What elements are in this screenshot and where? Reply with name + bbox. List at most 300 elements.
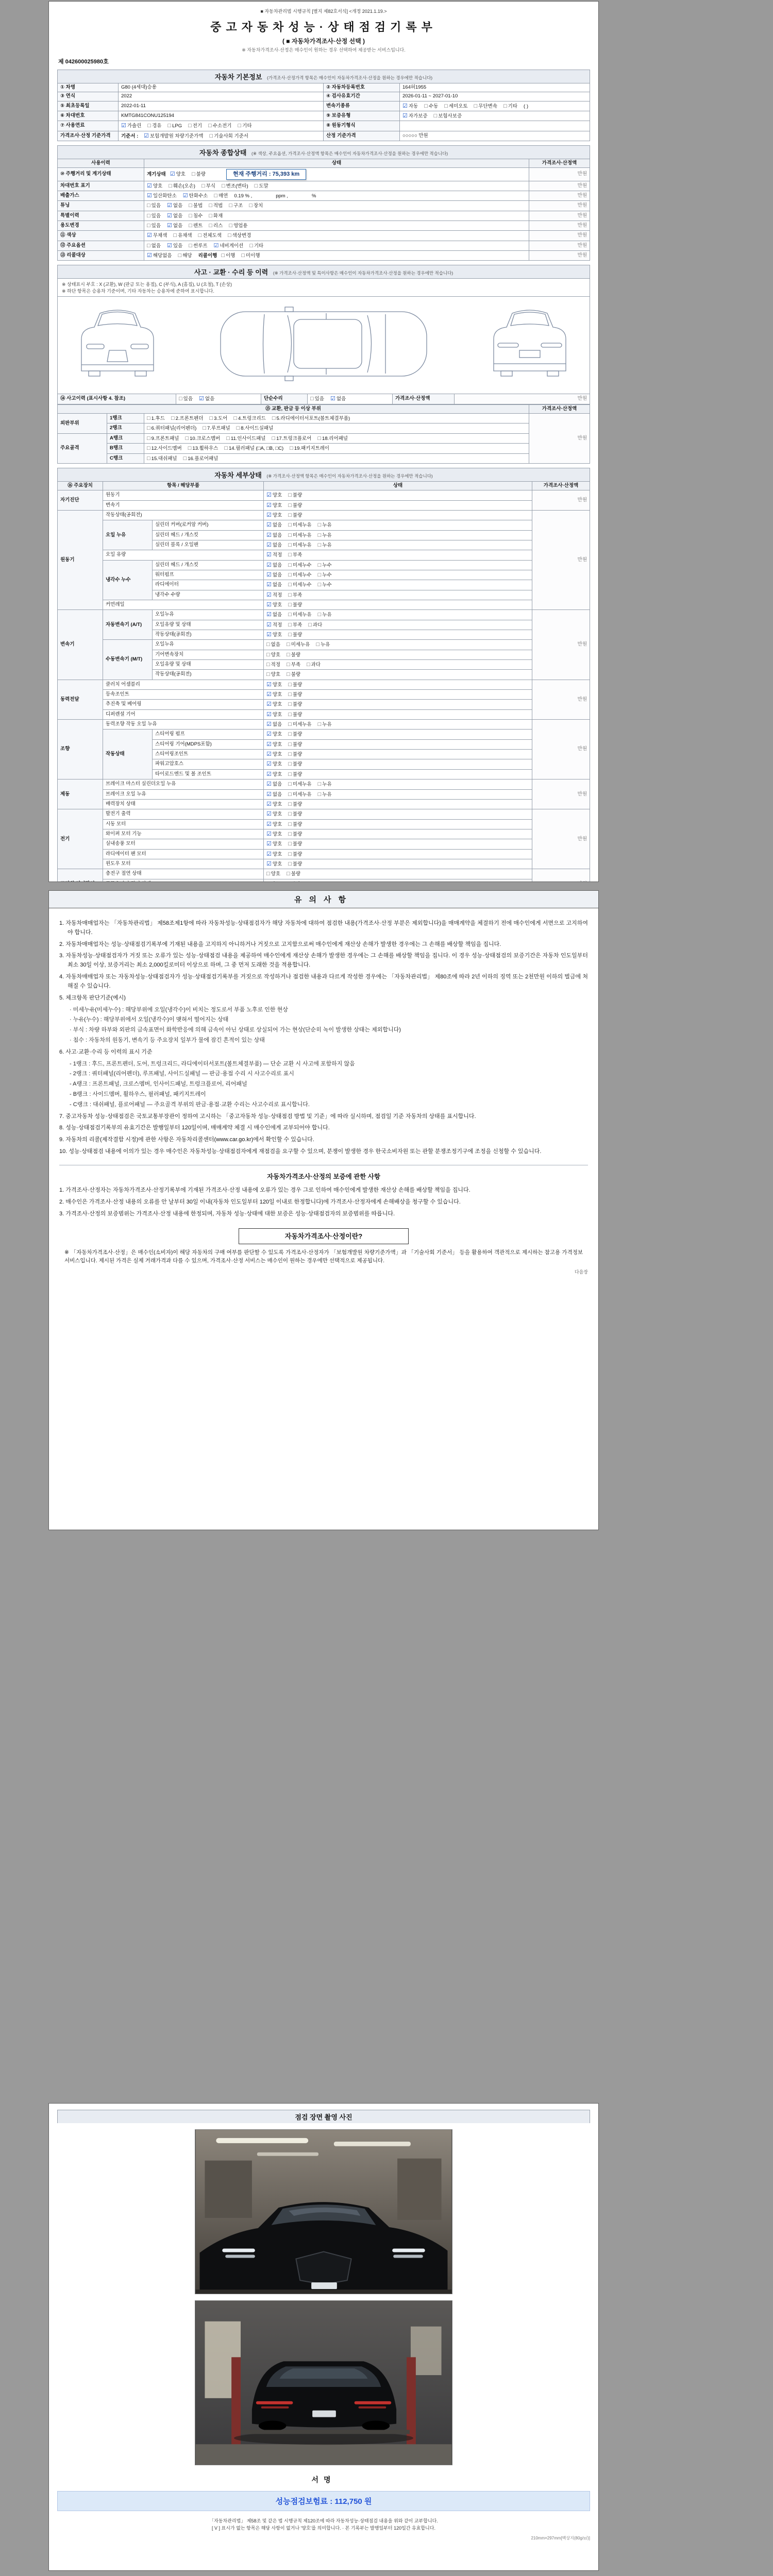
option-label: 누수 (322, 582, 332, 588)
option-label: 리스 (213, 223, 223, 229)
unchecked-checkbox-icon: □ (266, 662, 270, 668)
unchecked-checkbox-icon: □ (290, 445, 293, 452)
part-label: 워터펌프 (153, 570, 264, 580)
page-subtitle: ( ■ 자동차가격조사·산정 선택 ) (282, 38, 365, 45)
price-cell: 만원 (529, 168, 590, 181)
checked-checkbox-icon: ☑ (266, 541, 272, 548)
checkbox-option[interactable] (288, 631, 302, 638)
checkbox-option[interactable] (310, 395, 324, 402)
state-cell (264, 709, 532, 719)
checkbox-option[interactable] (444, 103, 467, 110)
checkbox-option[interactable] (288, 492, 302, 499)
state-cell (264, 600, 532, 609)
checkbox-option[interactable] (288, 541, 311, 549)
checkbox-option[interactable] (203, 425, 230, 432)
unchecked-checkbox-icon: □ (229, 223, 232, 229)
option-label: 미세누유 (292, 791, 312, 798)
checkbox-option[interactable] (266, 651, 280, 658)
checked-checkbox-icon: ☑ (266, 860, 272, 867)
field-label: ③ 연식 (58, 92, 119, 101)
checkbox-option[interactable] (318, 562, 332, 569)
option-label: 도말 (259, 183, 268, 189)
checkbox-option[interactable] (318, 521, 332, 529)
checkbox-option[interactable] (266, 840, 282, 848)
option-label: 미세누수 (292, 562, 312, 568)
checkbox-option[interactable] (288, 521, 311, 529)
checkbox-option[interactable] (318, 541, 332, 549)
checkbox-option[interactable] (229, 222, 247, 229)
checkbox-option[interactable] (288, 751, 302, 758)
grille (296, 2252, 351, 2285)
unchecked-checkbox-icon: □ (266, 651, 270, 658)
option-label: 불량 (292, 602, 303, 608)
checkbox-option[interactable] (287, 651, 300, 658)
option-label: 양호 (272, 632, 282, 638)
unchecked-checkbox-icon: □ (179, 396, 182, 402)
option-label: 누유 (322, 522, 332, 529)
checkbox-option[interactable] (209, 202, 223, 209)
checkbox-option[interactable] (167, 202, 182, 209)
option-label: 있음 (173, 243, 183, 249)
checkbox-option[interactable] (288, 551, 302, 558)
checkbox-option[interactable] (318, 571, 332, 579)
option-label: 유채색 (178, 233, 192, 239)
checkbox-option[interactable] (266, 681, 282, 688)
checkbox-option[interactable] (147, 212, 161, 219)
state-cell (144, 211, 529, 221)
guarantee-item: 2. 매수인은 가격조사·산정 내용의 오류를 안 날부터 30일 이내(자동차 인도일부터 120일 이내로 한정합니다)에 가격조사·산정자에게 손해배상을 청구할 수 있습니다. (59, 1198, 461, 1205)
checkbox-option[interactable] (287, 880, 300, 882)
checkbox-option[interactable] (209, 132, 248, 140)
checkbox-option[interactable] (147, 455, 177, 462)
option-label: 무단변속 (478, 103, 497, 109)
state-cell (264, 720, 532, 730)
emission-value: % (312, 193, 316, 199)
option-label: 적정 (272, 592, 282, 598)
checkbox-option[interactable] (288, 810, 302, 818)
checkbox-option[interactable] (201, 182, 215, 190)
checkbox-option[interactable] (183, 455, 219, 462)
checkbox-option[interactable] (288, 860, 302, 868)
checkbox-option[interactable] (169, 182, 195, 190)
checkbox-option[interactable] (266, 512, 282, 519)
option-label: 없음 (272, 522, 282, 529)
unchecked-checkbox-icon: □ (288, 841, 292, 848)
notice-sub-item: - B랭크 : 사이드멤버, 휠하우스, 필러패널, 패키지트레이 (70, 1091, 206, 1097)
license-plate (312, 2411, 336, 2417)
checkbox-option[interactable] (209, 222, 223, 229)
sub-group-label: 오일 누유 (103, 520, 153, 550)
checked-checkbox-icon: ☑ (147, 182, 152, 189)
checkbox-option[interactable] (266, 880, 280, 882)
notice-sub-item: - 1랭크 : 후드, 프론트펜더, 도어, 트렁크리드, 라디에이터서포트(볼트체결부품) — 단순 교환 시 사고에 포함하지 않음 (70, 1060, 355, 1067)
checkbox-option[interactable] (238, 122, 251, 129)
checkbox-option[interactable] (226, 435, 265, 442)
checkbox-option[interactable] (266, 721, 282, 728)
checkbox-option[interactable] (144, 132, 203, 140)
checkbox-option[interactable] (288, 821, 302, 828)
checkbox-option[interactable] (147, 232, 167, 239)
checkbox-option[interactable] (266, 671, 280, 678)
state-cell (264, 680, 532, 689)
checkbox-option[interactable] (147, 425, 196, 432)
checkbox-option[interactable] (147, 252, 172, 259)
checkbox-option[interactable] (167, 242, 182, 249)
checkbox-option[interactable] (288, 681, 302, 688)
checkbox-option[interactable] (173, 232, 192, 239)
checkbox-option[interactable] (266, 781, 282, 788)
checkbox-option[interactable] (249, 202, 263, 209)
state-cell (264, 630, 532, 640)
checkbox-option[interactable] (189, 222, 203, 229)
checkbox-option[interactable] (266, 641, 280, 648)
checkbox-option[interactable] (167, 222, 182, 229)
checkbox-option[interactable] (288, 691, 302, 698)
option-label: 1.후드 (151, 416, 165, 422)
unchecked-checkbox-icon: □ (288, 860, 292, 867)
col-header-state: 상태 (144, 159, 529, 168)
checkbox-option[interactable] (147, 415, 165, 422)
option-label: 없음 (336, 396, 346, 402)
checkbox-option[interactable] (249, 242, 263, 249)
checkbox-option[interactable] (308, 621, 322, 629)
unchecked-checkbox-icon: □ (249, 242, 253, 249)
checkbox-option[interactable] (272, 435, 311, 442)
checkbox-option[interactable] (266, 711, 282, 718)
workshop-door (397, 2159, 441, 2220)
checkbox-option[interactable] (255, 182, 268, 190)
checkbox-option[interactable] (221, 252, 235, 259)
checkbox-option[interactable] (266, 741, 282, 748)
checked-checkbox-icon: ☑ (266, 701, 272, 708)
overall-state-row (58, 201, 590, 211)
option-label: 14.필러패널 (□A, □B, □C) (228, 446, 284, 452)
checkbox-option[interactable] (316, 641, 330, 648)
checkbox-option[interactable] (287, 641, 310, 648)
part-label: 시동 모터 (103, 819, 264, 829)
unchecked-checkbox-icon: □ (254, 182, 258, 189)
price-cell: 만원 (532, 510, 590, 609)
checked-checkbox-icon: ☑ (167, 212, 172, 219)
checkbox-option[interactable] (288, 831, 302, 838)
unchecked-checkbox-icon: □ (317, 541, 322, 548)
checkbox-option[interactable] (147, 202, 161, 209)
checkbox-option[interactable] (318, 721, 332, 728)
checkbox-option[interactable] (266, 821, 282, 828)
checkbox-option[interactable] (147, 182, 162, 190)
option-label: 없음 (205, 396, 215, 402)
checkbox-option[interactable] (288, 791, 311, 798)
checkbox-option[interactable] (209, 212, 223, 219)
checkbox-option[interactable] (189, 212, 203, 219)
checkbox-option[interactable] (266, 831, 282, 838)
checkbox-option[interactable] (288, 851, 302, 858)
checkbox-option[interactable] (266, 851, 282, 858)
part-label: 등속조인트 (103, 690, 264, 700)
unchecked-checkbox-icon: □ (272, 435, 276, 442)
option-label: 적법 (213, 203, 223, 209)
floor (196, 2444, 452, 2465)
checkbox-option[interactable] (189, 202, 203, 209)
checkbox-option[interactable] (288, 781, 311, 788)
notice-item: 8. 성능·상태점검기록부의 유효기간은 발행일부터 120일이며, 매매계약 체결 시 매수인에게 교부되어야 합니다. (59, 1125, 330, 1131)
unchecked-checkbox-icon: □ (317, 532, 322, 538)
checkbox-option[interactable] (288, 621, 302, 629)
checkbox-option[interactable] (287, 870, 300, 877)
checkbox-option[interactable] (266, 870, 280, 877)
checkbox-option[interactable] (266, 771, 282, 778)
checkbox-option[interactable] (290, 445, 329, 452)
rank-label: 1랭크 (107, 414, 144, 423)
unchecked-checkbox-icon: □ (189, 212, 192, 219)
checkbox-option[interactable] (266, 661, 280, 668)
checkbox-option[interactable] (178, 252, 192, 259)
checkbox-option[interactable] (288, 741, 302, 748)
unchecked-checkbox-icon: □ (147, 202, 150, 209)
option-label: 불량 (292, 682, 303, 688)
unchecked-checkbox-icon: □ (288, 721, 292, 728)
checkbox-option[interactable] (288, 502, 302, 509)
option-label: 미세누유 (292, 782, 312, 788)
checkbox-option[interactable] (121, 122, 141, 129)
unchecked-checkbox-icon: □ (474, 103, 478, 109)
checkbox-option[interactable] (266, 571, 282, 579)
section-label: 자동차 기본정보 (214, 73, 262, 81)
checkbox-option[interactable] (288, 711, 302, 718)
checkbox-option[interactable] (288, 611, 311, 618)
checkbox-option[interactable] (288, 591, 302, 599)
checkbox-option[interactable] (288, 701, 302, 708)
checkbox-option[interactable] (288, 512, 302, 519)
checkbox-option[interactable] (266, 502, 282, 509)
option-label: 보험사보증 (438, 113, 462, 120)
state-cell (144, 201, 529, 211)
basic-info-row (58, 111, 590, 121)
detail-state-row (58, 859, 590, 869)
checkbox-option[interactable] (288, 731, 302, 738)
option-label: 18.리어패널 (322, 435, 348, 442)
checkbox-option[interactable] (199, 395, 214, 402)
option-label: 색상변경 (232, 233, 251, 239)
checkbox-option[interactable] (318, 532, 332, 539)
section-label: 점검 장면 촬영 사진 (295, 2113, 352, 2121)
option-suffix: ( ) (524, 103, 528, 109)
checkbox-option[interactable] (288, 840, 302, 848)
checkbox-option[interactable] (208, 122, 231, 129)
option-label: 양호 (272, 493, 282, 499)
option-label: 전기 (192, 123, 203, 129)
option-label: 불량 (291, 652, 301, 658)
price-cell: 만원 (532, 809, 590, 869)
checkbox-option[interactable] (266, 591, 282, 599)
checkbox-option[interactable] (241, 252, 260, 259)
checkbox-option[interactable] (266, 532, 282, 539)
checkbox-option[interactable] (147, 122, 161, 129)
checkbox-option[interactable] (402, 112, 428, 120)
unchecked-checkbox-icon: □ (227, 232, 231, 239)
option-label: 불량 (292, 861, 303, 867)
price-cell: 만원 (532, 680, 590, 719)
guarantee-items (59, 1186, 588, 1218)
option-label: 7.루프패널 (207, 426, 230, 432)
checkbox-option[interactable] (266, 581, 282, 588)
checked-checkbox-icon: ☑ (266, 831, 272, 837)
checkbox-option[interactable] (318, 611, 332, 618)
checkbox-option[interactable] (183, 192, 208, 199)
checkbox-option[interactable] (188, 122, 202, 129)
checkbox-option[interactable] (288, 771, 302, 778)
checkbox-option[interactable] (170, 171, 186, 178)
checkbox-option[interactable] (266, 751, 282, 758)
checkbox-option[interactable] (189, 242, 207, 249)
checkbox-option[interactable] (288, 571, 311, 579)
checkbox-option[interactable] (272, 415, 350, 422)
checkbox-option[interactable] (266, 631, 282, 638)
checkbox-option[interactable] (503, 103, 517, 110)
detail-state-row (58, 600, 590, 609)
checkbox-option[interactable] (147, 435, 179, 442)
checkbox-option[interactable] (424, 103, 438, 110)
option-label: 2.프론트펜더 (175, 416, 204, 422)
checkbox-option[interactable] (434, 112, 462, 120)
checkbox-option[interactable] (266, 611, 282, 618)
overall-state-table (57, 159, 590, 261)
unchecked-checkbox-icon: □ (310, 396, 314, 402)
option-label: 양호 (272, 841, 282, 848)
device-group-label: 원동기 (58, 510, 103, 609)
checkbox-option[interactable] (266, 801, 282, 808)
checkbox-option[interactable] (266, 731, 282, 738)
checkbox-option[interactable] (213, 242, 243, 249)
option-label: 미세누유 (292, 612, 312, 618)
checkbox-option[interactable] (222, 182, 248, 190)
checkbox-option[interactable] (266, 791, 282, 798)
option-label: 자동 (408, 103, 418, 109)
checkbox-option[interactable] (287, 671, 300, 678)
state-cell (264, 580, 532, 590)
checkbox-option[interactable] (266, 562, 282, 569)
unchecked-checkbox-icon: □ (209, 223, 212, 229)
unchecked-checkbox-icon: □ (288, 512, 292, 518)
checkbox-option[interactable] (147, 192, 177, 199)
checkbox-option[interactable] (288, 601, 302, 608)
checkbox-option[interactable] (233, 415, 265, 422)
checkbox-option[interactable] (209, 415, 227, 422)
checkbox-option[interactable] (167, 212, 182, 219)
checkbox-option[interactable] (179, 395, 193, 402)
checkbox-option[interactable] (266, 760, 282, 768)
checkbox-option[interactable] (237, 425, 274, 432)
checkbox-option[interactable] (288, 801, 302, 808)
checkbox-option[interactable] (318, 791, 332, 798)
exchange-header: ⑮ 교환, 판금 등 이상 부위 (58, 404, 529, 413)
checkbox-option[interactable] (317, 435, 348, 442)
checkbox-option[interactable] (167, 122, 182, 129)
option-label: 양호 (272, 602, 282, 608)
checkbox-option[interactable] (266, 860, 282, 868)
checkbox-option[interactable] (318, 781, 332, 788)
checkbox-option[interactable] (266, 691, 282, 698)
checkbox-option[interactable] (474, 103, 497, 110)
ceiling-light (334, 2142, 411, 2146)
checkbox-option[interactable] (402, 103, 418, 110)
checkbox-option[interactable] (198, 232, 222, 239)
section-label: 사고 · 교환 · 수리 등 이력 (194, 268, 268, 277)
checkbox-option[interactable] (266, 810, 282, 818)
unchecked-checkbox-icon: □ (288, 532, 292, 538)
checkbox-option[interactable] (318, 581, 332, 588)
state-cell (264, 829, 532, 839)
part-label: 스티어링 펌프 (153, 730, 264, 739)
checkbox-option[interactable] (287, 661, 300, 668)
basic-info-row (58, 101, 590, 111)
option-label: 미세누유 (291, 642, 310, 648)
notice-sub-item: - C랭크 : 대쉬패널, 플로어패널 — 주요골격 부위의 판금·용접·교환 수리는 사고수리로 표시합니다. (70, 1101, 310, 1108)
checkbox-option[interactable] (188, 445, 219, 452)
checkbox-option[interactable] (288, 721, 311, 728)
option-label: 불량 (292, 632, 303, 638)
unchecked-checkbox-icon: □ (288, 562, 292, 568)
checkbox-option[interactable] (185, 435, 220, 442)
checkbox-option[interactable] (192, 171, 206, 178)
checkbox-option[interactable] (266, 492, 282, 499)
option-label: 렌트 (193, 223, 203, 229)
checkbox-option[interactable] (266, 551, 282, 558)
checkbox-option[interactable] (228, 232, 251, 239)
option-label: 양호 (272, 861, 282, 867)
checkbox-option[interactable] (266, 601, 282, 608)
option-label: 미이행 (246, 253, 260, 259)
checkbox-option[interactable] (288, 562, 311, 569)
checkbox-option[interactable] (266, 521, 282, 529)
checkbox-option[interactable] (147, 242, 161, 249)
state-cell (264, 759, 532, 769)
checkbox-option[interactable] (330, 395, 346, 402)
section-label: 자동차 세부상태 (214, 471, 262, 479)
checkbox-option[interactable] (229, 202, 243, 209)
checkbox-option[interactable] (266, 701, 282, 708)
checkbox-option[interactable] (171, 415, 203, 422)
section-label: 자동차 종합상태 (199, 149, 247, 157)
car-damage-diagram (57, 296, 590, 394)
state-sub-label: 계기상태 (147, 172, 166, 178)
unchecked-checkbox-icon: □ (229, 202, 232, 209)
checkbox-option[interactable] (288, 532, 311, 539)
option-label: 누수 (322, 572, 332, 578)
checkbox-option[interactable] (147, 222, 161, 229)
option-label: 적정 (272, 622, 282, 628)
checkbox-option[interactable] (214, 192, 228, 199)
checked-checkbox-icon: ☑ (167, 202, 172, 209)
notice-item: 2. 자동차매매업자는 성능·상태점검기록부에 기재된 내용을 고지하지 아니하거나 거짓으로 고지함으로써 매수인에게 재산상 손해가 발생한 경우에는 그 손해를 배상할 책임을 집니다. (59, 941, 501, 947)
checkbox-option[interactable] (288, 760, 302, 768)
checkbox-option[interactable] (224, 445, 283, 452)
checkbox-option[interactable] (307, 661, 321, 668)
checkbox-option[interactable] (266, 621, 282, 629)
checkbox-option[interactable] (147, 445, 182, 452)
field-value (400, 101, 590, 111)
basic-info-row (58, 92, 590, 101)
state-cell (264, 520, 532, 530)
checkbox-option[interactable] (266, 541, 282, 549)
option-label: 양호 (176, 172, 186, 178)
unchecked-checkbox-icon: □ (249, 202, 253, 209)
option-label: 누유 (322, 542, 332, 548)
unchecked-checkbox-icon: □ (147, 425, 150, 432)
checked-checkbox-icon: ☑ (266, 821, 272, 827)
checkbox-option[interactable] (288, 581, 311, 588)
unchecked-checkbox-icon: □ (171, 415, 175, 422)
